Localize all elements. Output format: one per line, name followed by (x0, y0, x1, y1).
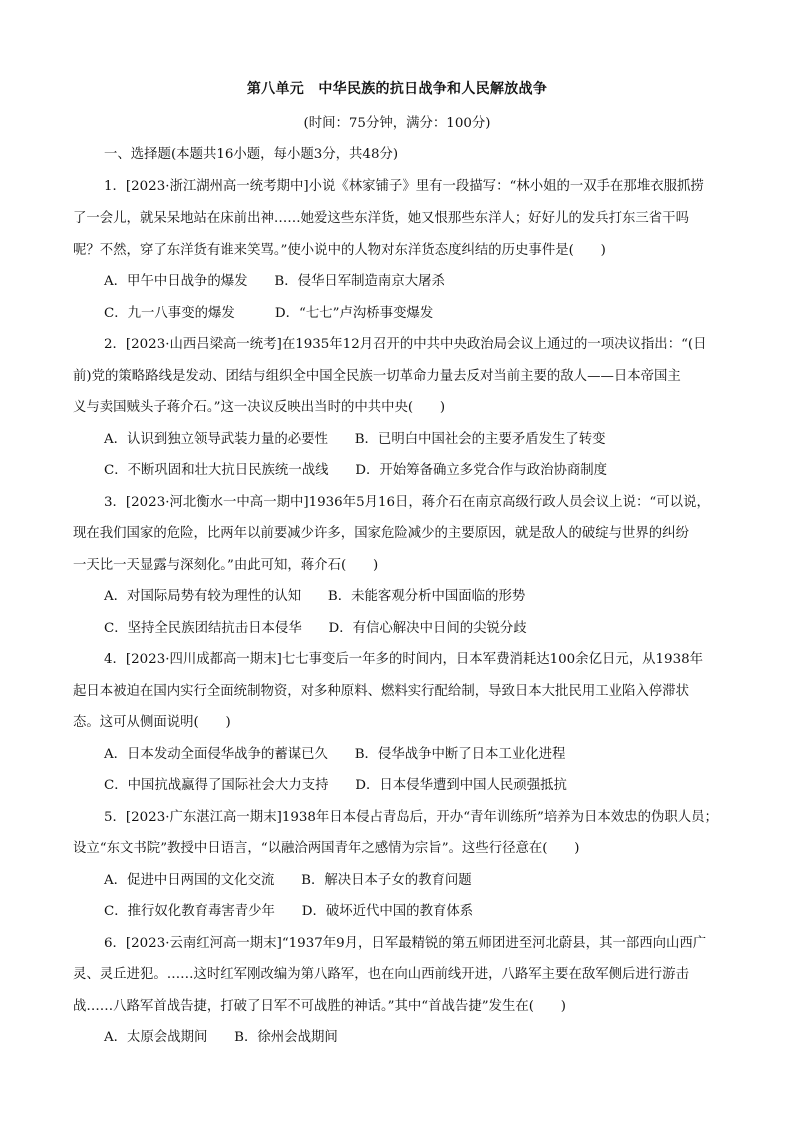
question-1-options-ab: A．甲午中日战争的爆发 B．侵华日军制造南京大屠杀 (104, 274, 445, 289)
question-1-line-1: 1．[2023·浙江湖州高一统考期中]小说《林家铺子》里有一段描写：“林小姐的一双手在那堆衣服抓捞 (104, 179, 704, 194)
question-6-line-1: 6．[2023·云南红河高一期末]“1937年9月，日军最精锐的第五师团进至河北蔚县，其一部西向山西广 (104, 936, 707, 951)
question-2-line-2: 前)党的策略路线是发动、团结与组织全中国全民族一切革命力量去反对当前主要的敌人——日本帝国主 (73, 369, 681, 384)
question-4-line-1: 4．[2023·四川成都高一期末]七七事变后一年多的时间内，日本军费消耗达100余亿日元，从1938年 (104, 652, 703, 667)
exam-info: (时间：75分钟，满分：100分) (303, 116, 491, 131)
question-6-line-2: 灵、灵丘进犯。……这时红军刚改编为第八路军，也在向山西前线开进，八路军主要在敌军侧后进行游击 (73, 967, 689, 982)
question-3-options-ab: A．对国际局势有较为理性的认知 B．未能客观分析中国面临的形势 (104, 589, 526, 604)
question-5-line-1: 5．[2023·广东湛江高一期末]1938年日本侵占青岛后，开办“青年训练所”培养为日本效忠的伪职人员； (104, 810, 718, 825)
question-3-options-cd: C．坚持全民族团结抗击日本侵华 D．有信心解决中日间的尖锐分歧 (104, 621, 527, 636)
question-1-line-3: 呢？不然，穿了东洋货有谁来笑骂。”使小说中的人物对东洋货态度纠结的历史事件是( ) (73, 243, 606, 258)
section-heading: 一、选择题(本题共16小题，每小题3分，共48分) (104, 147, 399, 162)
question-4-line-3: 态。这可从侧面说明( ) (73, 715, 231, 730)
question-1-line-2: 了一会儿，就呆呆地站在床前出神……她爱这些东洋货，她又恨那些东洋人；好好儿的发兵打东三省干吗 (73, 211, 689, 226)
question-3-line-3: 一天比一天显露与深刻化。”由此可知，蒋介石( ) (73, 558, 379, 573)
question-6-line-3: 战……八路军首战告捷，打破了日军不可战胜的神话。”其中“首战告捷”发生在( ) (73, 999, 566, 1014)
page-title: 第八单元 中华民族的抗日战争和人民解放战争 (246, 81, 548, 97)
question-2-line-1: 2．[2023·山西吕梁高一统考]在1935年12月召开的中共中央政治局会议上通过的一项决议指出：“(日 (104, 337, 707, 352)
question-4-options-ab: A．日本发动全面侵华战争的蓄谋已久 B．侵华战争中断了日本工业化进程 (104, 747, 566, 762)
question-3-line-2: 现在我们国家的危险，比两年以前要减少许多，国家危险减少的主要原因，就是敌人的破绽与世界的纠纷 (73, 526, 689, 541)
question-6-options-ab: A．太原会战期间 B．徐州会战期间 (104, 1030, 338, 1045)
question-5-options-ab: A．促进中日两国的文化交流 B．解决日本子女的教育问题 (104, 873, 472, 888)
question-5-options-cd: C．推行奴化教育毒害青少年 D．破坏近代中国的教育体系 (104, 904, 474, 919)
question-4-line-2: 起日本被迫在国内实行全面统制物资，对多种原料、燃料实行配给制，导致日本大批民用工业陷入停滞状 (73, 684, 689, 699)
question-2-options-cd: C．不断巩固和壮大抗日民族统一战线 D．开始筹备确立多党合作与政治协商制度 (104, 463, 608, 478)
question-2-options-ab: A．认识到独立领导武装力量的必要性 B．已明白中国社会的主要矛盾发生了转变 (104, 432, 606, 447)
question-1-options-cd: C．九一八事变的爆发 D．“七七”卢沟桥事变爆发 (104, 306, 434, 321)
question-2-line-3: 义与卖国贼头子蒋介石。”这一决议反映出当时的中共中央( ) (73, 400, 446, 415)
question-5-line-2: 设立“东文书院”教授中日语言，“以融洽两国青年之感情为宗旨”。这些行径意在( ) (73, 841, 580, 856)
question-4-options-cd: C．中国抗战赢得了国际社会大力支持 D．日本侵华遭到中国人民顽强抵抗 (104, 778, 567, 793)
question-3-line-1: 3．[2023·河北衡水一中高一期中]1936年5月16日，蒋介石在南京高级行政人员会议上说：“可以说， (104, 495, 710, 510)
